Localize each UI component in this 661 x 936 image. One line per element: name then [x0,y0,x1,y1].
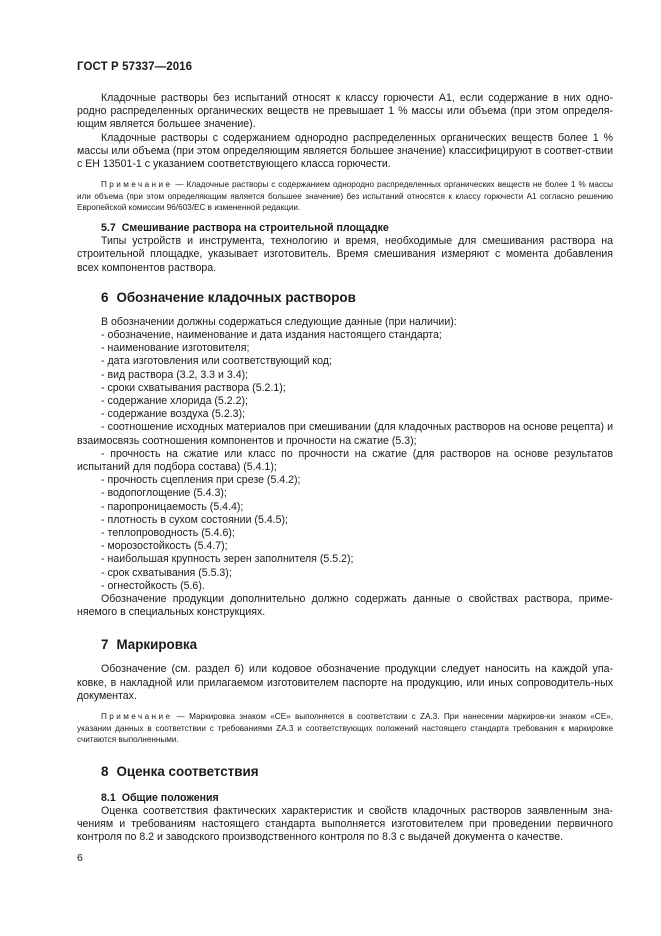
designation-list [77,474,613,593]
page-header: ГОСТ Р 57337—2016 [77,61,193,73]
section-title: Маркировка [116,637,198,653]
list-item: - соотношение исходных материалов при смешивании (для кладочных растворов на основе рецепта) и взаимосвязь соотношения компонентов и прочности на сжатие (5.3); [77,421,613,447]
note-label: Примечание [101,712,173,722]
subsection-heading [77,792,613,805]
paragraph: Оценка соответствия фактических характеристик и свойств кладочных растворов заявленным зна-чениям и требованиям настоящего стандарта выполняется изготовителем при проведении первичного контроля по 8.2 и заводского производственного контроля по 8.3 с выдачей документа о качестве. [77,805,613,844]
paragraph: Обозначение (см. раздел 6) или кодовое обозначение продукции следует наносить на каждой упа-ковке, в накладной или прилагаемом изготовителем паспорте на продукцию, или иных сопроводитель-ных документах. [77,663,613,702]
note-label: Примечание [101,180,173,190]
list-item: - теплопроводность (5.4.6); [101,527,235,540]
note-text: — Кладочные растворы с содержанием однородно распределенных органических веществ не более 1 % массы или объема (при этом определяющим является большее значение) без испытаний относятся к классу горючести А1 согласно решению Европейской комиссии 96/603/ЕС в измененной редакции. [77,180,613,213]
list-item: - наибольшая крупность зерен заполнителя (5.5.2); [101,553,354,566]
paragraph: Обозначение продукции дополнительно должно содержать данные о свойствах раствора, приме-няемого в специальных конструкциях. [77,593,613,619]
paragraph: Кладочные растворы без испытаний относят к классу горючести А1, если содержание в них одно-родно распределенных органических веществ не превышает 1 % массы или объема (при этом определя-ющим является большее значение). [77,92,613,131]
list-item: - дата изготовления или соответствующий код; [101,355,332,368]
section-number: 7 [101,637,109,653]
section-title: Оценка соответствия [116,763,259,779]
paragraph: Типы устройств и инструмента, технологию и время, необходимые для смешивания раствора на строительной площадке, указывает изготовитель. Время смешивания измеряют с момента добавления всех компонентов раствора. [77,235,613,274]
list-item: - прочность сцепления при срезе (5.4.2); [101,474,301,487]
paragraph: Кладочные растворы с содержанием однородно распределенных органических веществ более 1 % массы или объема (при этом определяющим является большее значение) классифицируют в соответ-ствии с ЕН 13501-1 с указанием соответствующего класса горючести. [77,131,613,171]
note-text: — Маркировка знаком «СЕ» выполняется в соответствии с ZA.3. При нанесении маркиров-ки знаком «СЕ», указании данных в соответствии с требованиями ZA.3 и соответствующих положений настоящего стандарта требования к маркировке считаются выполненными. [77,712,613,745]
section-number: 6 [101,289,109,305]
section-heading [77,637,613,653]
list-item: - вид раствора (3.2, 3.3 и 3.4); [101,368,249,381]
section-heading [77,290,613,306]
list-item: - содержание хлорида (5.2.2); [101,395,248,408]
list-item: - наименование изготовителя; [101,342,250,355]
note [77,711,613,746]
paragraph: В обозначении должны содержаться следующие данные (при наличии): [101,315,457,328]
subsection-heading [77,222,613,235]
list-item: - водопоглощение (5.4.3); [101,487,227,500]
section-title: Обозначение кладочных растворов [116,289,356,305]
list-item: - срок схватывания (5.5.3); [101,566,232,579]
section-heading [77,764,613,780]
designation-list [77,329,613,421]
subsection-title: Смешивание раствора на строительной площадке [121,222,389,234]
subsection-number: 5.7 [101,222,116,234]
list-item: - паропроницаемость (5.4.4); [101,500,244,513]
note [77,179,613,214]
list-item: - морозостойкость (5.4.7); [101,540,228,553]
list-item: - прочность на сжатие или класс по прочности на сжатие (для растворов на основе результатов испытаний для подбора состава) (5.4.1); [77,447,613,474]
list-item: - плотность в сухом состоянии (5.4.5); [101,513,288,526]
subsection-number: 8.1 [101,791,116,804]
list-item: - содержание воздуха (5.2.3); [101,408,246,421]
list-item: - обозначение, наименование и дата издания настоящего стандарта; [101,329,442,342]
list-item: - сроки схватывания раствора (5.2.1); [101,381,286,394]
subsection-title: Общие положения [121,791,219,804]
section-number: 8 [101,763,109,779]
page-body [77,92,613,845]
list-item: - огнестойкость (5.6). [101,579,205,592]
page-number: 6 [77,852,83,864]
